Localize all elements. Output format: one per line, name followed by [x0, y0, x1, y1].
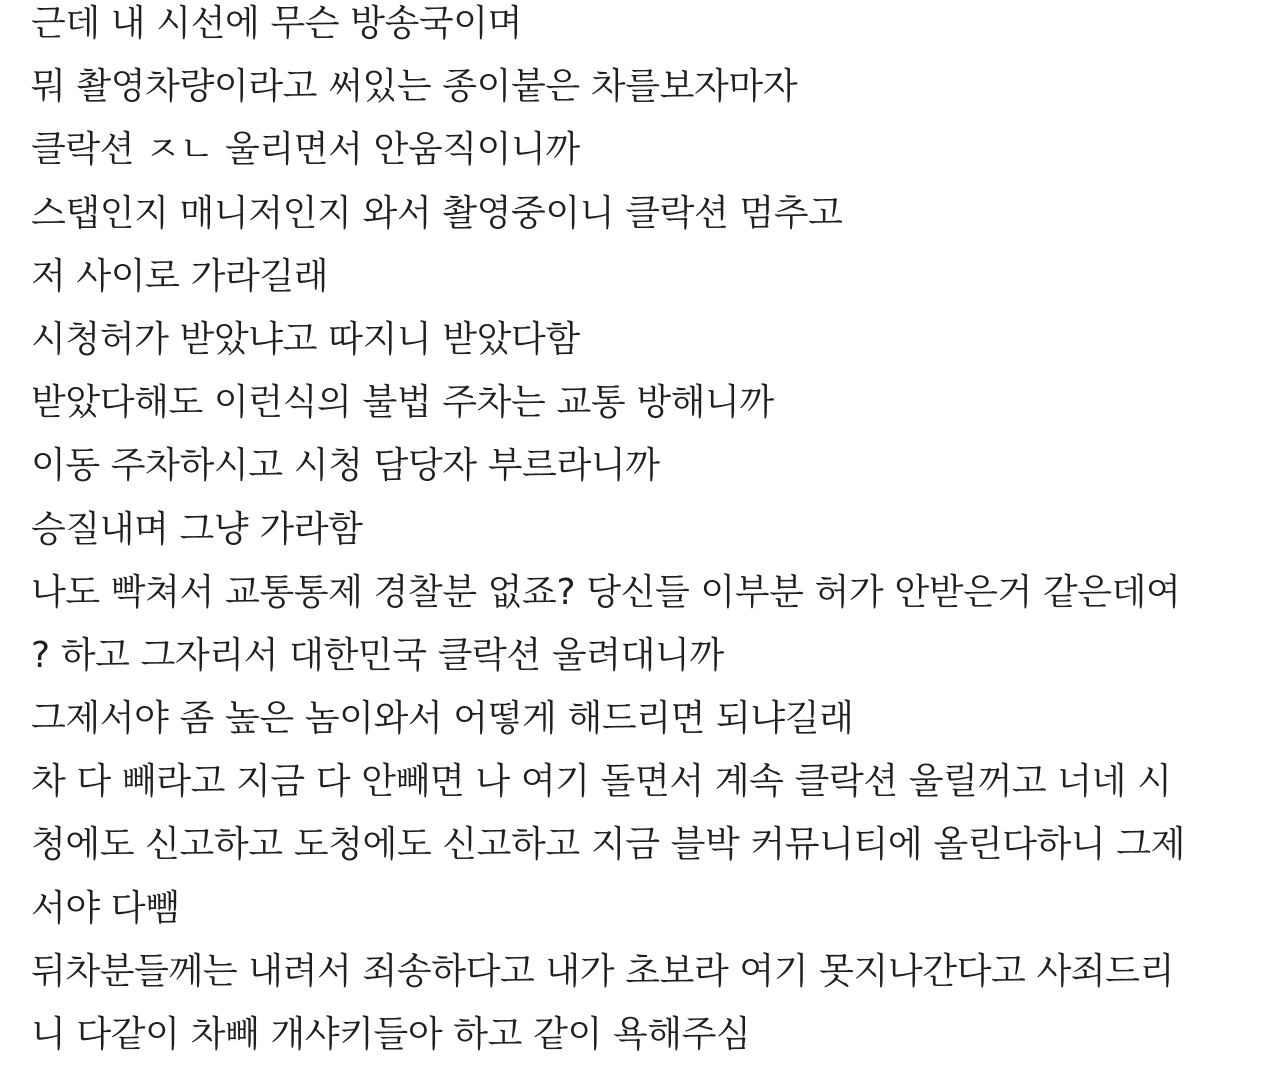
post-line: 뒤차분들께는 내려서 죄송하다고 내가 초보라 여기 못지나간다고 사죄드리	[31, 950, 1174, 992]
post-line: 니 다같이 차빼 개샤키들아 하고 같이 욕해주심	[31, 1014, 751, 1055]
post-line: 나도 빡쳐서 교통통제 경찰분 없죠? 당신들 이부분 허가 안받은거 같은데여	[31, 571, 1181, 613]
post-line: 차 다 빼라고 지금 다 안빼면 나 여기 돌면서 계속 클락션 울릴꺼고 너네 시	[31, 761, 1172, 803]
post-line: 뭐 촬영차량이라고 써있는 종이붙은 차를보자마자	[31, 66, 798, 108]
post-line: 그제서야 좀 높은 놈이와서 어떻게 해드리면 되냐길래	[31, 698, 854, 740]
post-line: 받았다해도 이런식의 불법 주차는 교통 방해니까	[31, 382, 774, 424]
post-line: 근데 내 시선에 무슨 방송국이며	[31, 3, 523, 44]
post-line: ? 하고 그자리서 대한민국 클락션 울려대니까	[31, 634, 724, 676]
post-line: 승질내며 그냥 가라함	[31, 508, 363, 550]
post-body	[31, 0, 1271, 1074]
post-line: 스탭인지 매니저인지 와서 촬영중이니 클락션 멈추고	[31, 192, 843, 234]
post-line: 청에도 신고하고 도청에도 신고하고 지금 블박 커뮤니티에 올린다하니 그제	[31, 824, 1186, 866]
post-line: 서야 다뺌	[31, 887, 180, 929]
post-line: 저 사이로 가라길래	[31, 255, 329, 297]
post-line: 이동 주차하시고 시청 담당자 부르라니까	[31, 445, 660, 487]
post-line: 클락션 ㅈㄴ 울리면서 안움직이니까	[31, 129, 580, 171]
post-line: 시청허가 받았냐고 따지니 받았다함	[31, 318, 580, 360]
